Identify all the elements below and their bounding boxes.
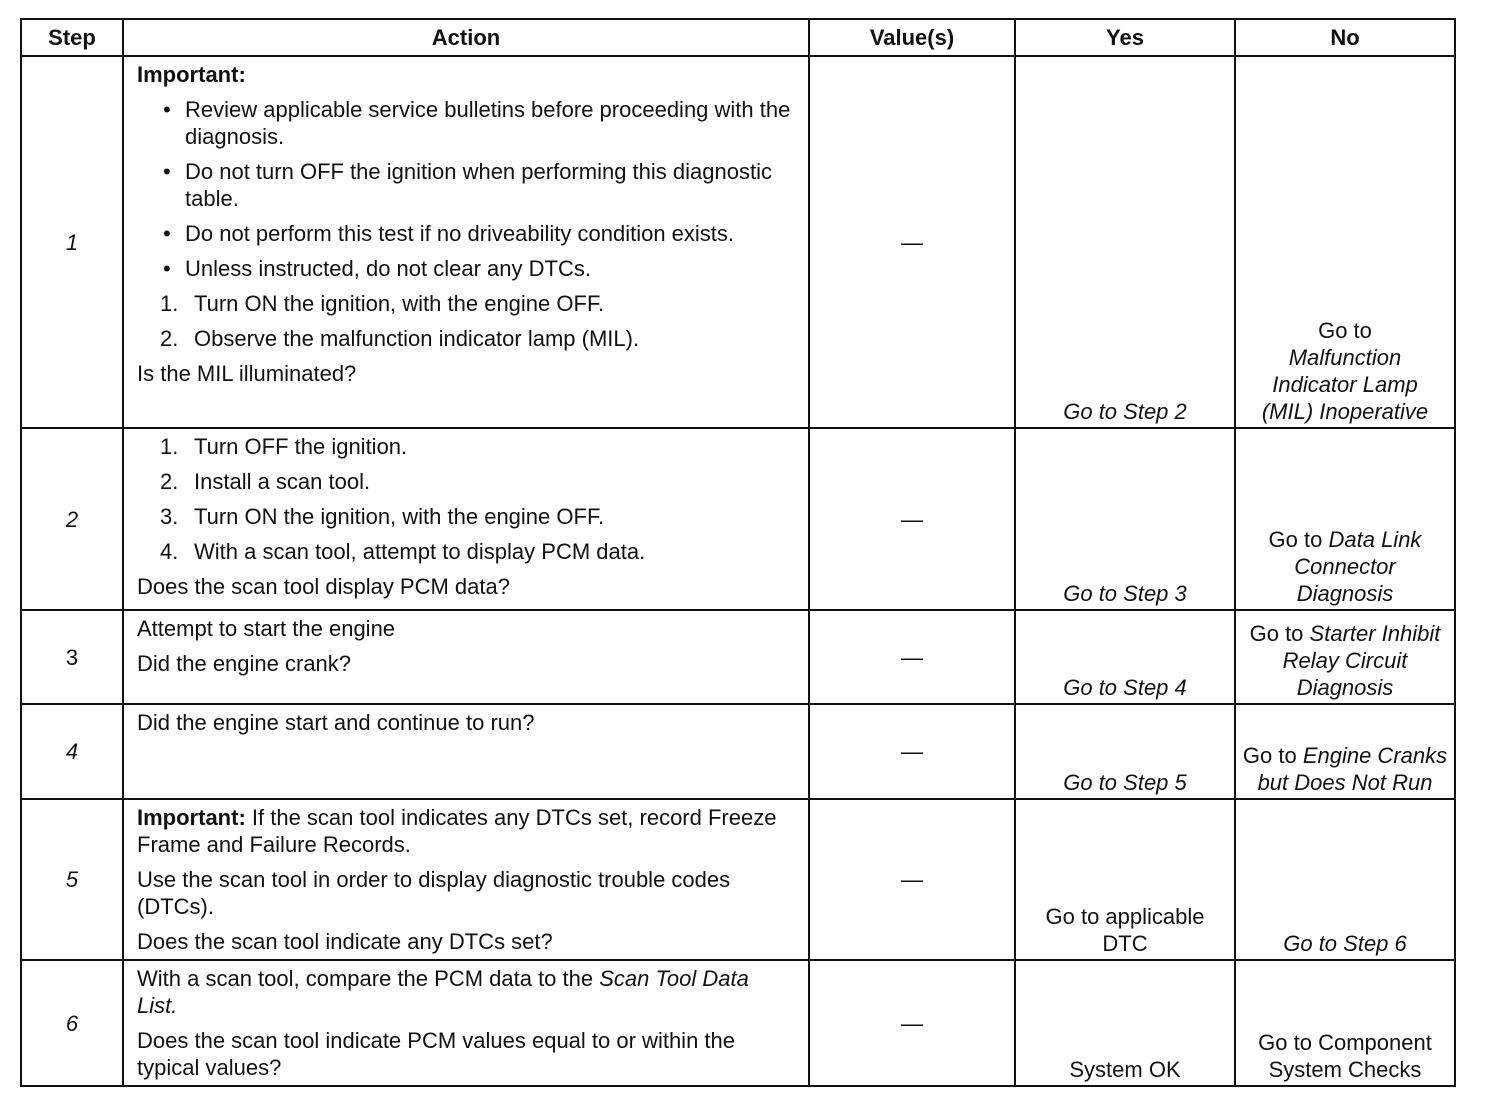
- table-row: [21, 799, 1455, 960]
- step-number: 4: [21, 704, 123, 799]
- question: Does the scan tool display PCM data?: [137, 574, 510, 599]
- yes-link[interactable]: Go to Step 3: [1015, 428, 1235, 610]
- header-no: No: [1235, 19, 1455, 56]
- action-cell: [123, 428, 809, 610]
- data-list-link[interactable]: Scan Tool Data List.: [137, 966, 749, 1018]
- value-cell: —: [809, 960, 1015, 1086]
- step-number: 3: [21, 610, 123, 704]
- bullet-list: [137, 96, 794, 282]
- numbered-item: 3. Turn ON the ignition, with the engine OFF.: [160, 504, 605, 529]
- no-cell: Go to Engine Cranks but Does Not Run: [1235, 704, 1455, 799]
- numbered-list: [137, 433, 794, 565]
- yes-result: System OK: [1015, 960, 1235, 1086]
- numbered-item: 1. Turn ON the ignition, with the engine OFF.: [160, 291, 605, 316]
- no-link[interactable]: Go to Component System Checks: [1235, 960, 1455, 1086]
- no-link[interactable]: Malfunction Indicator Lamp (MIL) Inoperative: [1261, 345, 1429, 424]
- numbered-item: 2. Observe the malfunction indicator lamp (MIL).: [160, 326, 640, 351]
- action-cell: [123, 610, 809, 704]
- bullet-item: • Do not turn OFF the ignition when performing this diagnostic table.: [137, 158, 794, 212]
- important-note: Important: If the scan tool indicates any DTCs set, record Freeze Frame and Failure Records.: [137, 805, 777, 857]
- yes-link[interactable]: Go to applicable DTC: [1015, 799, 1235, 960]
- no-link[interactable]: Data Link Connector Diagnosis: [1294, 527, 1422, 606]
- question: Did the engine start and continue to run?: [137, 710, 535, 735]
- table-row: [21, 960, 1455, 1086]
- header-step: Step: [21, 19, 123, 56]
- diagnostic-table: [20, 18, 1456, 1087]
- no-link[interactable]: Go to Step 6: [1235, 799, 1455, 960]
- no-link[interactable]: Engine Cranks but Does Not Run: [1257, 743, 1448, 795]
- header-yes: Yes: [1015, 19, 1235, 56]
- table-row: [21, 610, 1455, 704]
- header-values: Value(s): [809, 19, 1015, 56]
- action-line: Attempt to start the engine: [137, 616, 396, 641]
- step-number: 5: [21, 799, 123, 960]
- bullet-item: • Do not perform this test if no driveability condition exists.: [137, 220, 794, 247]
- header-action: Action: [123, 19, 809, 56]
- yes-link[interactable]: Go to Step 4: [1015, 610, 1235, 704]
- header-row: [21, 19, 1455, 56]
- question: Does the scan tool indicate any DTCs set?: [137, 929, 553, 954]
- step-number: 2: [21, 428, 123, 610]
- table-row: [21, 704, 1455, 799]
- table-row: [21, 56, 1455, 428]
- action-cell: [123, 56, 809, 428]
- value-cell: —: [809, 799, 1015, 960]
- step-number: 1: [21, 56, 123, 428]
- numbered-item: 1. Turn OFF the ignition.: [160, 434, 408, 459]
- value-cell: —: [809, 428, 1015, 610]
- no-cell: Go to Data Link Connector Diagnosis: [1235, 428, 1455, 610]
- action-cell: [123, 799, 809, 960]
- yes-link[interactable]: Go to Step 2: [1015, 56, 1235, 428]
- numbered-item: 2. Install a scan tool.: [160, 469, 371, 494]
- value-cell: —: [809, 56, 1015, 428]
- action-cell: [123, 704, 809, 799]
- action-line: With a scan tool, compare the PCM data to the Scan Tool Data List.: [137, 966, 749, 1018]
- table-row: [21, 428, 1455, 610]
- step-number: 6: [21, 960, 123, 1086]
- no-cell: Go to Malfunction Indicator Lamp (MIL) Inoperative: [1235, 56, 1455, 428]
- action-line: Use the scan tool in order to display diagnostic trouble codes (DTCs).: [137, 867, 731, 919]
- important-label: Important:: [137, 62, 246, 87]
- value-cell: —: [809, 610, 1015, 704]
- question: Did the engine crank?: [137, 651, 352, 676]
- numbered-list: [137, 290, 794, 352]
- question: Does the scan tool indicate PCM values equal to or within the typical values?: [137, 1028, 735, 1080]
- bullet-item: • Review applicable service bulletins before proceeding with the diagnosis.: [137, 96, 794, 150]
- yes-link[interactable]: Go to Step 5: [1015, 704, 1235, 799]
- question: Is the MIL illuminated?: [137, 361, 357, 386]
- bullet-item: • Unless instructed, do not clear any DTCs.: [137, 255, 794, 282]
- action-cell: [123, 960, 809, 1086]
- numbered-item: 4. With a scan tool, attempt to display PCM data.: [160, 539, 646, 564]
- no-link[interactable]: Starter Inhibit Relay Circuit Diagnosis: [1282, 621, 1441, 700]
- no-cell: Go to Starter Inhibit Relay Circuit Diagnosis: [1235, 610, 1455, 704]
- value-cell: —: [809, 704, 1015, 799]
